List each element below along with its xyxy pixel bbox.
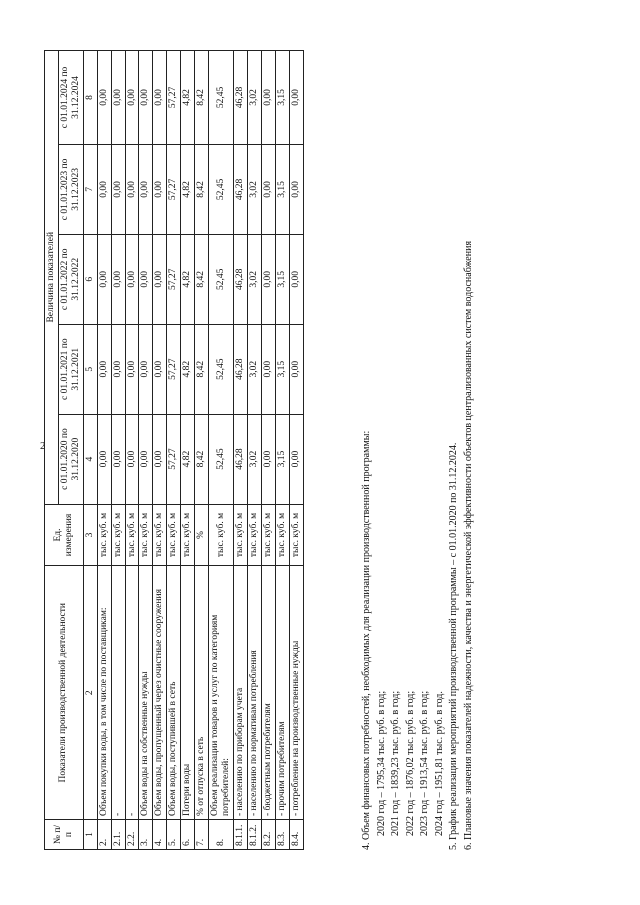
row-value: 0,00 [153, 144, 167, 234]
row-value: 0,00 [125, 51, 139, 145]
row-value: 3,15 [275, 234, 289, 324]
table-row [139, 51, 153, 850]
row-value: 0,00 [289, 51, 303, 145]
row-value: 8,42 [195, 414, 209, 504]
row-unit: тыс. куб. м [261, 504, 275, 566]
row-value: 52,45 [209, 414, 234, 504]
row-value: 0,00 [139, 234, 153, 324]
col-number: 8 [83, 51, 97, 145]
row-value: 0,00 [139, 324, 153, 414]
row-value: 0,00 [153, 414, 167, 504]
row-unit: тыс. куб. м [247, 504, 261, 566]
table-row [195, 51, 209, 850]
row-value: 8,42 [195, 51, 209, 145]
header-unit: Ед. измерения [45, 504, 84, 566]
row-value: 0,00 [125, 144, 139, 234]
col-number: 5 [83, 324, 97, 414]
row-value: 0,00 [111, 144, 125, 234]
row-number: 6. [181, 820, 195, 850]
row-value: 0,00 [125, 414, 139, 504]
row-unit: тыс. куб. м [125, 504, 139, 566]
note-year-line: 2022 год – 1876,02 тыс. руб. в год; [404, 690, 416, 836]
table-row [111, 51, 125, 850]
row-value: 0,00 [261, 414, 275, 504]
row-value: 57,27 [167, 51, 181, 145]
table-row [181, 51, 195, 850]
row-value: 0,00 [97, 414, 111, 504]
row-number: 2. [97, 820, 111, 850]
row-value: 3,02 [247, 234, 261, 324]
row-value: 57,27 [167, 234, 181, 324]
header-row-1 [45, 51, 59, 850]
col-number: 3 [83, 504, 97, 566]
note-item-5: 5. График реализации мероприятий производственной программы – с 01.01.2020 по 31.12.2024. [448, 442, 459, 850]
row-value: 3,15 [275, 414, 289, 504]
row-number: 5. [167, 820, 181, 850]
row-value: 0,00 [153, 51, 167, 145]
row-value: 0,00 [289, 324, 303, 414]
row-unit: тыс. куб. м [181, 504, 195, 566]
table-row [261, 51, 275, 850]
table-row [275, 51, 289, 850]
table-row [233, 51, 247, 850]
row-value: 8,42 [195, 144, 209, 234]
row-number: 8. [209, 820, 234, 850]
header-period: с 01.01.2020 по 31.12.2020 [58, 414, 83, 504]
header-period: с 01.01.2021 по 31.12.2021 [58, 324, 83, 414]
row-value: 46,28 [233, 414, 247, 504]
row-value: 0,00 [97, 234, 111, 324]
table-row [153, 51, 167, 850]
row-unit: тыс. куб. м [289, 504, 303, 566]
row-value: 0,00 [261, 51, 275, 145]
row-unit: тыс. куб. м [111, 504, 125, 566]
row-number: 3. [139, 820, 153, 850]
row-indicator-name: - населению по приборам учета [233, 566, 247, 820]
row-indicator-name: Объем покупки воды, в том числе по поставщикам: [97, 566, 111, 820]
row-indicator-name: Объем воды, поступившей в сеть [167, 566, 181, 820]
row-value: 0,00 [111, 51, 125, 145]
row-value: 8,42 [195, 234, 209, 324]
row-value: 46,28 [233, 144, 247, 234]
row-indicator-name: Объем воды на собственные нужды [139, 566, 153, 820]
row-indicator-name: Объем реализации товаров и услуг по категориям потребителей: [209, 566, 234, 820]
row-unit: % [195, 504, 209, 566]
row-value: 4,82 [181, 51, 195, 145]
note-item-4: 4. Объем финансовых потребностей, необходимых для реализации производственной программы: [361, 430, 372, 850]
row-value: 57,27 [167, 414, 181, 504]
col-number: 2 [83, 566, 97, 820]
col-number: 1 [83, 820, 97, 850]
row-value: 0,00 [139, 414, 153, 504]
note-year-line: 2024 год – 1951,81 тыс. руб. в год. [433, 691, 445, 836]
row-value: 8,42 [195, 324, 209, 414]
row-value: 0,00 [97, 144, 111, 234]
row-number: 7. [195, 820, 209, 850]
col-number: 7 [83, 144, 97, 234]
row-unit: тыс. куб. м [153, 504, 167, 566]
row-value: 3,02 [247, 324, 261, 414]
row-number: 8.2. [261, 820, 275, 850]
row-indicator-name: Потери воды [181, 566, 195, 820]
row-indicator-name: - населению по нормативам потребления [247, 566, 261, 820]
header-col-numbers [83, 51, 97, 850]
row-number: 8.3. [275, 820, 289, 850]
row-unit: тыс. куб. м [275, 504, 289, 566]
row-value: 0,00 [261, 144, 275, 234]
row-indicator-name: - потребление на производственные нужды [289, 566, 303, 820]
row-number: 8.4. [289, 820, 303, 850]
row-unit: тыс. куб. м [167, 504, 181, 566]
row-value: 0,00 [97, 51, 111, 145]
row-value: 46,28 [233, 324, 247, 414]
row-value: 0,00 [111, 414, 125, 504]
col-number: 4 [83, 414, 97, 504]
header-indicator: Показатели производственной деятельности [45, 566, 84, 820]
note-year-line: 2021 год – 1839,23 тыс. руб. в год; [390, 690, 401, 836]
rotated-page-content [44, 30, 604, 850]
row-value: 57,27 [167, 324, 181, 414]
table-row [247, 51, 261, 850]
page-number: 2 [40, 440, 46, 452]
row-value: 0,00 [111, 234, 125, 324]
row-value: 4,82 [181, 324, 195, 414]
row-value: 57,27 [167, 144, 181, 234]
note-year-line: 2023 год – 1913,54 тыс. руб. в год; [419, 690, 430, 836]
note-item-6: 6. Плановые значения показателей надежности, качества и энергетической эффективности объектов централизованных систем водоснабжения [462, 240, 474, 850]
row-value: 4,82 [181, 414, 195, 504]
row-value: 3,15 [275, 144, 289, 234]
row-value: 0,00 [153, 324, 167, 414]
table-row [167, 51, 181, 850]
row-number: 4. [153, 820, 167, 850]
row-number: 2.2. [125, 820, 139, 850]
row-value: 0,00 [125, 234, 139, 324]
table-row [97, 51, 111, 850]
row-value: 0,00 [261, 324, 275, 414]
row-indicator-name: - прочим потребителям [275, 566, 289, 820]
row-indicator-name: % от отпуска в сеть [195, 566, 209, 820]
row-value: 0,00 [261, 234, 275, 324]
note-year-line: 2020 год – 1795,34 тыс. руб. в год; [375, 690, 387, 836]
row-value: 3,02 [247, 414, 261, 504]
row-value: 3,15 [275, 51, 289, 145]
row-value: 0,00 [97, 324, 111, 414]
table-row [125, 51, 139, 850]
row-value: 52,45 [209, 144, 234, 234]
row-value: 0,00 [153, 234, 167, 324]
row-number: 8.1.2. [247, 820, 261, 850]
row-value: 52,45 [209, 51, 234, 145]
row-number: 2.1. [111, 820, 125, 850]
row-value: 0,00 [139, 144, 153, 234]
col-number: 6 [83, 234, 97, 324]
row-value: 3,02 [247, 144, 261, 234]
table-row [289, 51, 303, 850]
row-indicator-name: - [125, 566, 139, 820]
row-value: 52,45 [209, 324, 234, 414]
row-value: 0,00 [289, 414, 303, 504]
row-value: 4,82 [181, 234, 195, 324]
table-body [97, 51, 303, 850]
header-period: с 01.01.2022 по 31.12.2022 [58, 234, 83, 324]
row-value: 52,45 [209, 234, 234, 324]
row-value: 4,82 [181, 144, 195, 234]
row-number: 8.1.1. [233, 820, 247, 850]
row-value: 3,15 [275, 324, 289, 414]
header-group: Величина показателей [45, 51, 59, 505]
header-period: с 01.01.2023 по 31.12.2023 [58, 144, 83, 234]
row-unit: тыс. куб. м [97, 504, 111, 566]
row-unit: тыс. куб. м [233, 504, 247, 566]
production-indicators-table [44, 50, 304, 850]
row-indicator-name: Объем воды, пропущенный через очистные сооружения [153, 566, 167, 820]
row-indicator-name: - бюджетным потребителям [261, 566, 275, 820]
row-value: 3,02 [247, 51, 261, 145]
table-row [209, 51, 234, 850]
row-unit: тыс. куб. м [139, 504, 153, 566]
header-period: с 01.01.2024 по 31.12.2024 [58, 51, 83, 145]
row-value: 0,00 [125, 324, 139, 414]
row-value: 46,28 [233, 51, 247, 145]
row-indicator-name: - [111, 566, 125, 820]
header-num: № п/п [45, 820, 84, 850]
row-value: 46,28 [233, 234, 247, 324]
row-unit: тыс. куб. м [209, 504, 234, 566]
row-value: 0,00 [289, 144, 303, 234]
row-value: 0,00 [139, 51, 153, 145]
row-value: 0,00 [111, 324, 125, 414]
notes-section [360, 50, 476, 850]
row-value: 0,00 [289, 234, 303, 324]
